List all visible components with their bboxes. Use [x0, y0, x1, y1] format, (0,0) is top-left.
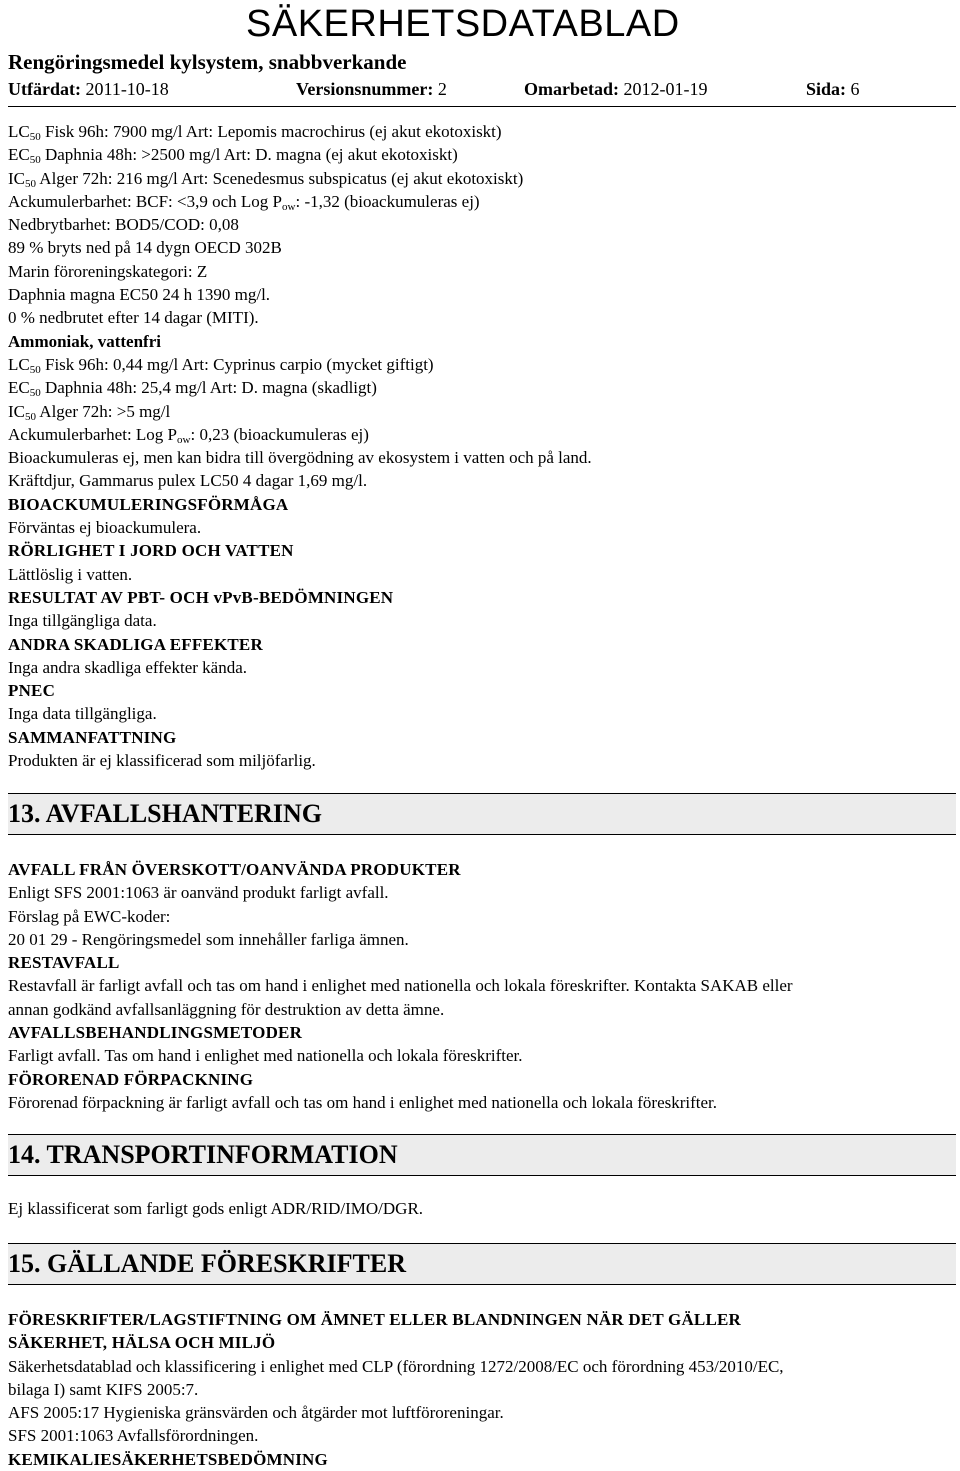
subsection-heading: FÖRESKRIFTER/LAGSTIFTNING OM ÄMNET ELLER BLANDNINGEN NÄR DET GÄLLER — [8, 1310, 742, 1329]
version-value: 2 — [437, 79, 447, 99]
text-line: annan godkänd avfallsanläggning för destruktion av detta ämne. — [8, 999, 445, 1019]
text-line: $EC_{50}$ Daphnia 48h: >2500 mg/l Art: D. magna (ej akut ekotoxiskt) — [8, 145, 458, 167]
page-number — [806, 78, 860, 100]
text-line: 89 % bryts ned på 14 dygn OECD 302B — [8, 238, 282, 258]
subsection-heading: RESULTAT AV PBT- OCH vPvB-BEDÖMNINGEN — [8, 587, 394, 607]
subsection-heading: FÖRORENAD FÖRPACKNING — [8, 1069, 254, 1089]
version-label: Versionsnummer: — [296, 79, 434, 99]
subsection-heading: SAMMANFATTNING — [8, 727, 177, 747]
section-13-header — [8, 793, 956, 835]
subsection-heading: AVFALL FRÅN ÖVERSKOTT/OANVÄNDA PRODUKTER — [8, 860, 461, 879]
section-14-header — [8, 1134, 956, 1176]
text-line: Farligt avfall. Tas om hand i enlighet med nationella och lokala föreskrifter. — [8, 1046, 523, 1066]
section-title: 15. GÄLLANDE FÖRESKRIFTER — [8, 1243, 956, 1285]
text-line: $IC_{50}$ Alger 72h: >5 mg/l — [8, 401, 171, 423]
text-line: $EC_{50}$ Daphnia 48h: 25,4 mg/l Art: D. magna (skadligt) — [8, 378, 377, 400]
text-line: AFS 2005:17 Hygieniska gränsvärden och åtgärder mot luftföroreningar. — [8, 1403, 504, 1423]
text-line: $LC_{50}$ Fisk 96h: 7900 mg/l Art: Lepomis macrochirus (ej akut ekotoxiskt) — [8, 122, 502, 143]
text-line: Marin föroreningskategori: Z — [8, 261, 208, 281]
page-value: 6 — [850, 79, 860, 99]
section-15-header — [8, 1243, 956, 1285]
revised-value: 2012-01-19 — [623, 79, 708, 99]
text-line: Lättlöslig i vatten. — [8, 564, 133, 584]
subsection-heading: AVFALLSBEHANDLINGSMETODER — [8, 1023, 303, 1043]
text-line: Förorenad förpackning är farligt avfall och tas om hand i enlighet med nationella och lokala föreskrifter. — [8, 1092, 718, 1112]
header-divider — [8, 106, 956, 107]
subsection-heading: BIOACKUMULERINGSFÖRMÅGA — [8, 494, 289, 514]
subsection-heading: PNEC — [8, 681, 56, 701]
section-13-content — [8, 858, 953, 1114]
section-title: 13. AVFALLSHANTERING — [8, 793, 956, 835]
text-line: Kräftdjur, Gammarus pulex LC50 4 dagar 1,69 mg/l. — [8, 471, 368, 491]
text-line: Förslag på EWC-koder: — [8, 906, 171, 926]
issued-label: Utfärdat: — [8, 79, 81, 99]
text-line: Produkten är ej klassificerad som miljöfarlig. — [8, 751, 316, 771]
text-line: Inga tillgängliga data. — [8, 611, 157, 631]
product-name: Rengöringsmedel kylsystem, snabbverkande — [8, 50, 407, 74]
text-line: Restavfall är farligt avfall och tas om hand i enlighet med nationella och lokala föreskrifter. Kontakta SAKAB eller — [8, 976, 793, 996]
text-line: 0 % nedbrutet efter 14 dagar (MITI). — [8, 308, 259, 328]
text-line: Ackumulerbarhet: BCF: <3,9 och Log $P_{ow}$: -1,32 (bioackumuleras ej) — [8, 191, 480, 213]
text-line: Ackumulerbarhet: Log $P_{ow}$: 0,23 (bioackumuleras ej) — [8, 424, 369, 446]
revised-date — [524, 78, 707, 100]
ecotoxicity-content — [8, 120, 953, 772]
text-line: Förväntas ej bioackumulera. — [8, 518, 202, 538]
issued-date — [8, 78, 169, 100]
text-line: Inga data tillgängliga. — [8, 704, 157, 724]
text-line: SFS 2001:1063 Avfallsförordningen. — [8, 1426, 259, 1446]
text-line: Daphnia magna EC50 24 h 1390 mg/l. — [8, 285, 271, 305]
subsection-heading: SÄKERHET, HÄLSA OCH MILJÖ — [8, 1333, 276, 1353]
text-line: $LC_{50}$ Fisk 96h: 0,44 mg/l Art: Cyprinus carpio (mycket giftigt) — [8, 354, 434, 376]
text-line: Nedbrytbarhet: BOD5/COD: 0,08 — [8, 215, 239, 235]
text-line: bilaga I) samt KIFS 2005:7. — [8, 1379, 199, 1399]
text-line: Inga andra skadliga effekter kända. — [8, 657, 247, 677]
document-title: SÄKERHETSDATABLAD — [246, 3, 680, 45]
text-line: 20 01 29 - Rengöringsmedel som innehåller farliga ämnen. — [8, 929, 409, 949]
text-line: Säkerhetsdatablad och klassificering i enlighet med CLP (förordning 1272/2008/EC och förordning 453/2010/EC, — [8, 1356, 784, 1376]
page-label: Sida: — [806, 79, 847, 99]
subsection-heading: RÖRLIGHET I JORD OCH VATTEN — [8, 541, 294, 561]
substance-heading: Ammoniak, vattenfri — [8, 331, 161, 351]
text-line: Bioackumuleras ej, men kan bidra till övergödning av ekosystem i vatten och på land. — [8, 448, 592, 468]
subsection-heading: RESTAVFALL — [8, 953, 120, 973]
section-15-content — [8, 1308, 953, 1471]
text-line: Enligt SFS 2001:1063 är oanvänd produkt farligt avfall. — [8, 883, 389, 903]
text-line: Ej klassificerat som farligt gods enligt ADR/RID/IMO/DGR. — [8, 1199, 424, 1218]
subsection-heading: ANDRA SKADLIGA EFFEKTER — [8, 634, 263, 654]
issued-value: 2011-10-18 — [85, 79, 169, 99]
revised-label: Omarbetad: — [524, 79, 619, 99]
text-line: $IC_{50}$ Alger 72h: 216 mg/l Art: Scenedesmus subspicatus (ej akut ekotoxiskt) — [8, 168, 524, 190]
subsection-heading: KEMIKALIESÄKERHETSBEDÖMNING — [8, 1449, 328, 1469]
version-number — [296, 78, 447, 100]
section-title: 14. TRANSPORTINFORMATION — [8, 1134, 956, 1176]
section-14-content — [8, 1197, 953, 1220]
